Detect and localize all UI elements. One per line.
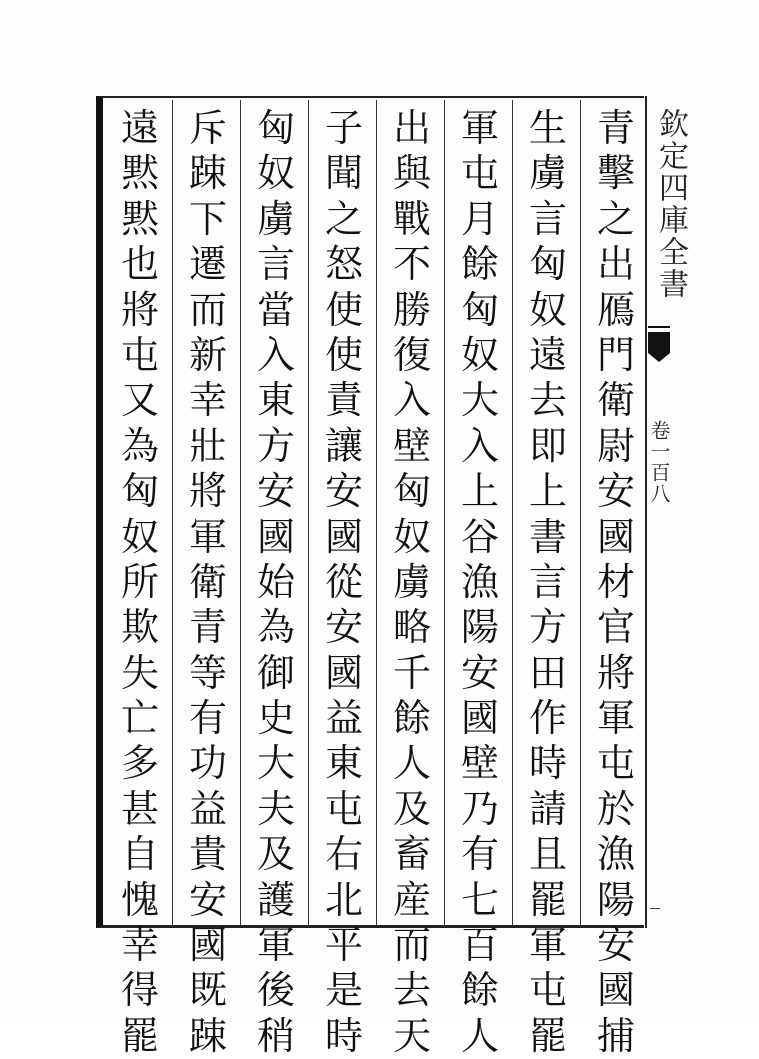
glyph: 國 xyxy=(460,696,499,741)
glyph: 國 xyxy=(256,514,295,559)
glyph: 安 xyxy=(188,877,227,922)
glyph: 上 xyxy=(460,469,499,514)
glyph: 時 xyxy=(528,741,567,786)
glyph: 右 xyxy=(324,832,363,877)
glyph: 出 xyxy=(596,242,635,287)
glyph: 衛 xyxy=(596,378,635,423)
glyph: 所 xyxy=(120,559,159,604)
glyph: 史 xyxy=(256,696,295,741)
glyph: 責 xyxy=(324,378,363,423)
glyph: 斥 xyxy=(188,106,227,150)
glyph: 聞 xyxy=(324,151,363,196)
glyph: 産 xyxy=(392,877,431,922)
glyph: 屯 xyxy=(324,786,363,831)
column-rule xyxy=(444,100,445,925)
margin-line xyxy=(645,96,647,928)
glyph: 請 xyxy=(528,786,567,831)
glyph: 田 xyxy=(528,650,567,695)
glyph: 幸 xyxy=(120,923,159,968)
glyph: 既 xyxy=(188,968,227,1013)
glyph: 陽 xyxy=(596,877,635,922)
glyph: 言 xyxy=(528,196,567,241)
glyph: 安 xyxy=(596,469,635,514)
glyph: 國 xyxy=(596,968,635,1013)
glyph: 自 xyxy=(120,832,159,877)
glyph: 從 xyxy=(324,559,363,604)
glyph: 谷 xyxy=(460,514,499,559)
glyph: 言 xyxy=(528,559,567,604)
glyph: 餘 xyxy=(392,696,431,741)
glyph: 入 xyxy=(460,423,499,468)
glyph: 陽 xyxy=(460,605,499,650)
glyph: 方 xyxy=(528,605,567,650)
glyph: 壁 xyxy=(392,423,431,468)
glyph: 而 xyxy=(392,923,431,968)
glyph: 匈 xyxy=(256,106,295,150)
glyph: 國 xyxy=(324,514,363,559)
glyph: 屯 xyxy=(596,741,635,786)
glyph: 勝 xyxy=(392,287,431,332)
glyph: 去 xyxy=(392,968,431,1013)
glyph: 餘 xyxy=(460,968,499,1013)
glyph: 略 xyxy=(392,605,431,650)
glyph: 方 xyxy=(256,423,295,468)
glyph: 材 xyxy=(596,559,635,604)
glyph: 始 xyxy=(256,559,295,604)
glyph: 安 xyxy=(596,923,635,968)
glyph: 益 xyxy=(188,786,227,831)
glyph: 屯 xyxy=(460,151,499,196)
glyph: 虜 xyxy=(256,196,295,241)
glyph: 等 xyxy=(188,650,227,695)
glyph: 有 xyxy=(460,832,499,877)
glyph: 戰 xyxy=(392,196,431,241)
glyph: 奴 xyxy=(528,287,567,332)
glyph: 時 xyxy=(324,1013,363,1058)
glyph: 及 xyxy=(392,786,431,831)
glyph: 即 xyxy=(528,423,567,468)
glyph: 捕 xyxy=(596,1013,635,1058)
glyph: 為 xyxy=(256,605,295,650)
glyph: 生 xyxy=(528,106,567,150)
glyph: 軍 xyxy=(596,696,635,741)
glyph: 欺 xyxy=(120,605,159,650)
glyph: 國 xyxy=(188,923,227,968)
glyph: 虜 xyxy=(528,151,567,196)
glyph: 罷 xyxy=(528,1013,567,1058)
glyph: 遷 xyxy=(188,242,227,287)
glyph: 國 xyxy=(596,514,635,559)
glyph: 亡 xyxy=(120,696,159,741)
fishtail-mark xyxy=(648,332,670,362)
glyph: 上 xyxy=(528,469,567,514)
glyph: 天 xyxy=(392,1013,431,1058)
glyph: 東 xyxy=(256,378,295,423)
glyph: 使 xyxy=(324,332,363,377)
glyph: 將 xyxy=(120,287,159,332)
fishtail-line xyxy=(648,326,670,328)
glyph: 百 xyxy=(460,923,499,968)
glyph: 遠 xyxy=(120,106,159,150)
glyph: 大 xyxy=(256,741,295,786)
glyph: 鴈 xyxy=(596,287,635,332)
glyph: 失 xyxy=(120,650,159,695)
glyph: 下 xyxy=(188,196,227,241)
glyph: 匈 xyxy=(120,469,159,514)
glyph: 入 xyxy=(392,378,431,423)
text-column xyxy=(590,106,642,1058)
text-column xyxy=(114,106,166,1058)
glyph: 將 xyxy=(596,650,635,695)
glyph: 踈 xyxy=(188,151,227,196)
glyph: 軍 xyxy=(256,923,295,968)
glyph: 官 xyxy=(596,605,635,650)
column-rule xyxy=(172,100,173,925)
glyph: 多 xyxy=(120,741,159,786)
glyph: 愧 xyxy=(120,877,159,922)
glyph: 之 xyxy=(596,196,635,241)
glyph: 安 xyxy=(460,650,499,695)
glyph: 稍 xyxy=(256,1013,295,1058)
glyph: 尉 xyxy=(596,423,635,468)
glyph: 奴 xyxy=(392,514,431,559)
glyph: 匈 xyxy=(460,287,499,332)
glyph: 入 xyxy=(256,332,295,377)
glyph: 後 xyxy=(256,968,295,1013)
glyph: 之 xyxy=(324,196,363,241)
glyph: 新 xyxy=(188,332,227,377)
margin-tick xyxy=(650,908,660,909)
glyph: 書 xyxy=(528,514,567,559)
glyph: 不 xyxy=(392,242,431,287)
glyph: 乃 xyxy=(460,786,499,831)
glyph: 黙 xyxy=(120,196,159,241)
glyph: 國 xyxy=(324,650,363,695)
glyph: 匈 xyxy=(528,242,567,287)
glyph: 貴 xyxy=(188,832,227,877)
glyph: 是 xyxy=(324,968,363,1013)
glyph: 益 xyxy=(324,696,363,741)
glyph: 奴 xyxy=(460,332,499,377)
glyph: 罷 xyxy=(120,1013,159,1058)
glyph: 有 xyxy=(188,696,227,741)
glyph: 復 xyxy=(392,332,431,377)
volume-label: 卷一百八 xyxy=(647,420,671,504)
glyph: 畜 xyxy=(392,832,431,877)
glyph: 壯 xyxy=(188,423,227,468)
text-column xyxy=(318,106,370,1058)
glyph: 為 xyxy=(120,423,159,468)
glyph: 軍 xyxy=(528,923,567,968)
glyph: 千 xyxy=(392,650,431,695)
glyph: 壁 xyxy=(460,741,499,786)
glyph: 青 xyxy=(596,106,635,150)
glyph: 七 xyxy=(460,877,499,922)
glyph: 安 xyxy=(324,469,363,514)
glyph: 餘 xyxy=(460,242,499,287)
glyph: 甚 xyxy=(120,786,159,831)
glyph: 去 xyxy=(528,378,567,423)
glyph: 大 xyxy=(460,378,499,423)
glyph: 衛 xyxy=(188,559,227,604)
text-column xyxy=(182,106,234,1058)
glyph: 出 xyxy=(392,106,431,150)
glyph: 月 xyxy=(460,196,499,241)
glyph: 幸 xyxy=(188,378,227,423)
glyph: 虜 xyxy=(392,559,431,604)
glyph: 擊 xyxy=(596,151,635,196)
book-title: 欽定四庫全書 xyxy=(653,108,688,300)
glyph: 也 xyxy=(120,242,159,287)
glyph: 漁 xyxy=(596,832,635,877)
glyph: 言 xyxy=(256,242,295,287)
column-rule xyxy=(308,100,309,925)
glyph: 漁 xyxy=(460,559,499,604)
glyph: 黙 xyxy=(120,151,159,196)
glyph: 安 xyxy=(324,605,363,650)
glyph: 軍 xyxy=(460,106,499,150)
glyph: 踈 xyxy=(188,1013,227,1058)
glyph: 於 xyxy=(596,786,635,831)
text-column xyxy=(386,106,438,1058)
glyph: 人 xyxy=(392,741,431,786)
glyph: 使 xyxy=(324,287,363,332)
glyph: 遠 xyxy=(528,332,567,377)
text-column xyxy=(522,106,574,1058)
glyph: 人 xyxy=(460,1013,499,1058)
glyph: 罷 xyxy=(528,877,567,922)
glyph: 作 xyxy=(528,696,567,741)
glyph: 怒 xyxy=(324,242,363,287)
glyph: 青 xyxy=(188,605,227,650)
glyph: 屯 xyxy=(528,968,567,1013)
column-rule xyxy=(512,100,513,925)
column-rule xyxy=(376,100,377,925)
glyph: 子 xyxy=(324,106,363,150)
glyph: 平 xyxy=(324,923,363,968)
glyph: 得 xyxy=(120,968,159,1013)
column-rule xyxy=(580,100,581,925)
glyph: 御 xyxy=(256,650,295,695)
glyph: 與 xyxy=(392,151,431,196)
glyph: 軍 xyxy=(188,514,227,559)
glyph: 護 xyxy=(256,877,295,922)
glyph: 及 xyxy=(256,832,295,877)
glyph: 東 xyxy=(324,741,363,786)
text-column xyxy=(454,106,506,1058)
glyph: 屯 xyxy=(120,332,159,377)
glyph: 門 xyxy=(596,332,635,377)
glyph: 奴 xyxy=(120,514,159,559)
glyph: 夫 xyxy=(256,786,295,831)
glyph: 且 xyxy=(528,832,567,877)
glyph: 讓 xyxy=(324,423,363,468)
glyph: 匈 xyxy=(392,469,431,514)
glyph: 功 xyxy=(188,741,227,786)
column-rule xyxy=(240,100,241,925)
glyph: 又 xyxy=(120,378,159,423)
text-column xyxy=(250,106,302,1058)
glyph: 將 xyxy=(188,469,227,514)
glyph: 安 xyxy=(256,469,295,514)
glyph: 當 xyxy=(256,287,295,332)
glyph: 而 xyxy=(188,287,227,332)
glyph: 北 xyxy=(324,877,363,922)
glyph: 奴 xyxy=(256,151,295,196)
